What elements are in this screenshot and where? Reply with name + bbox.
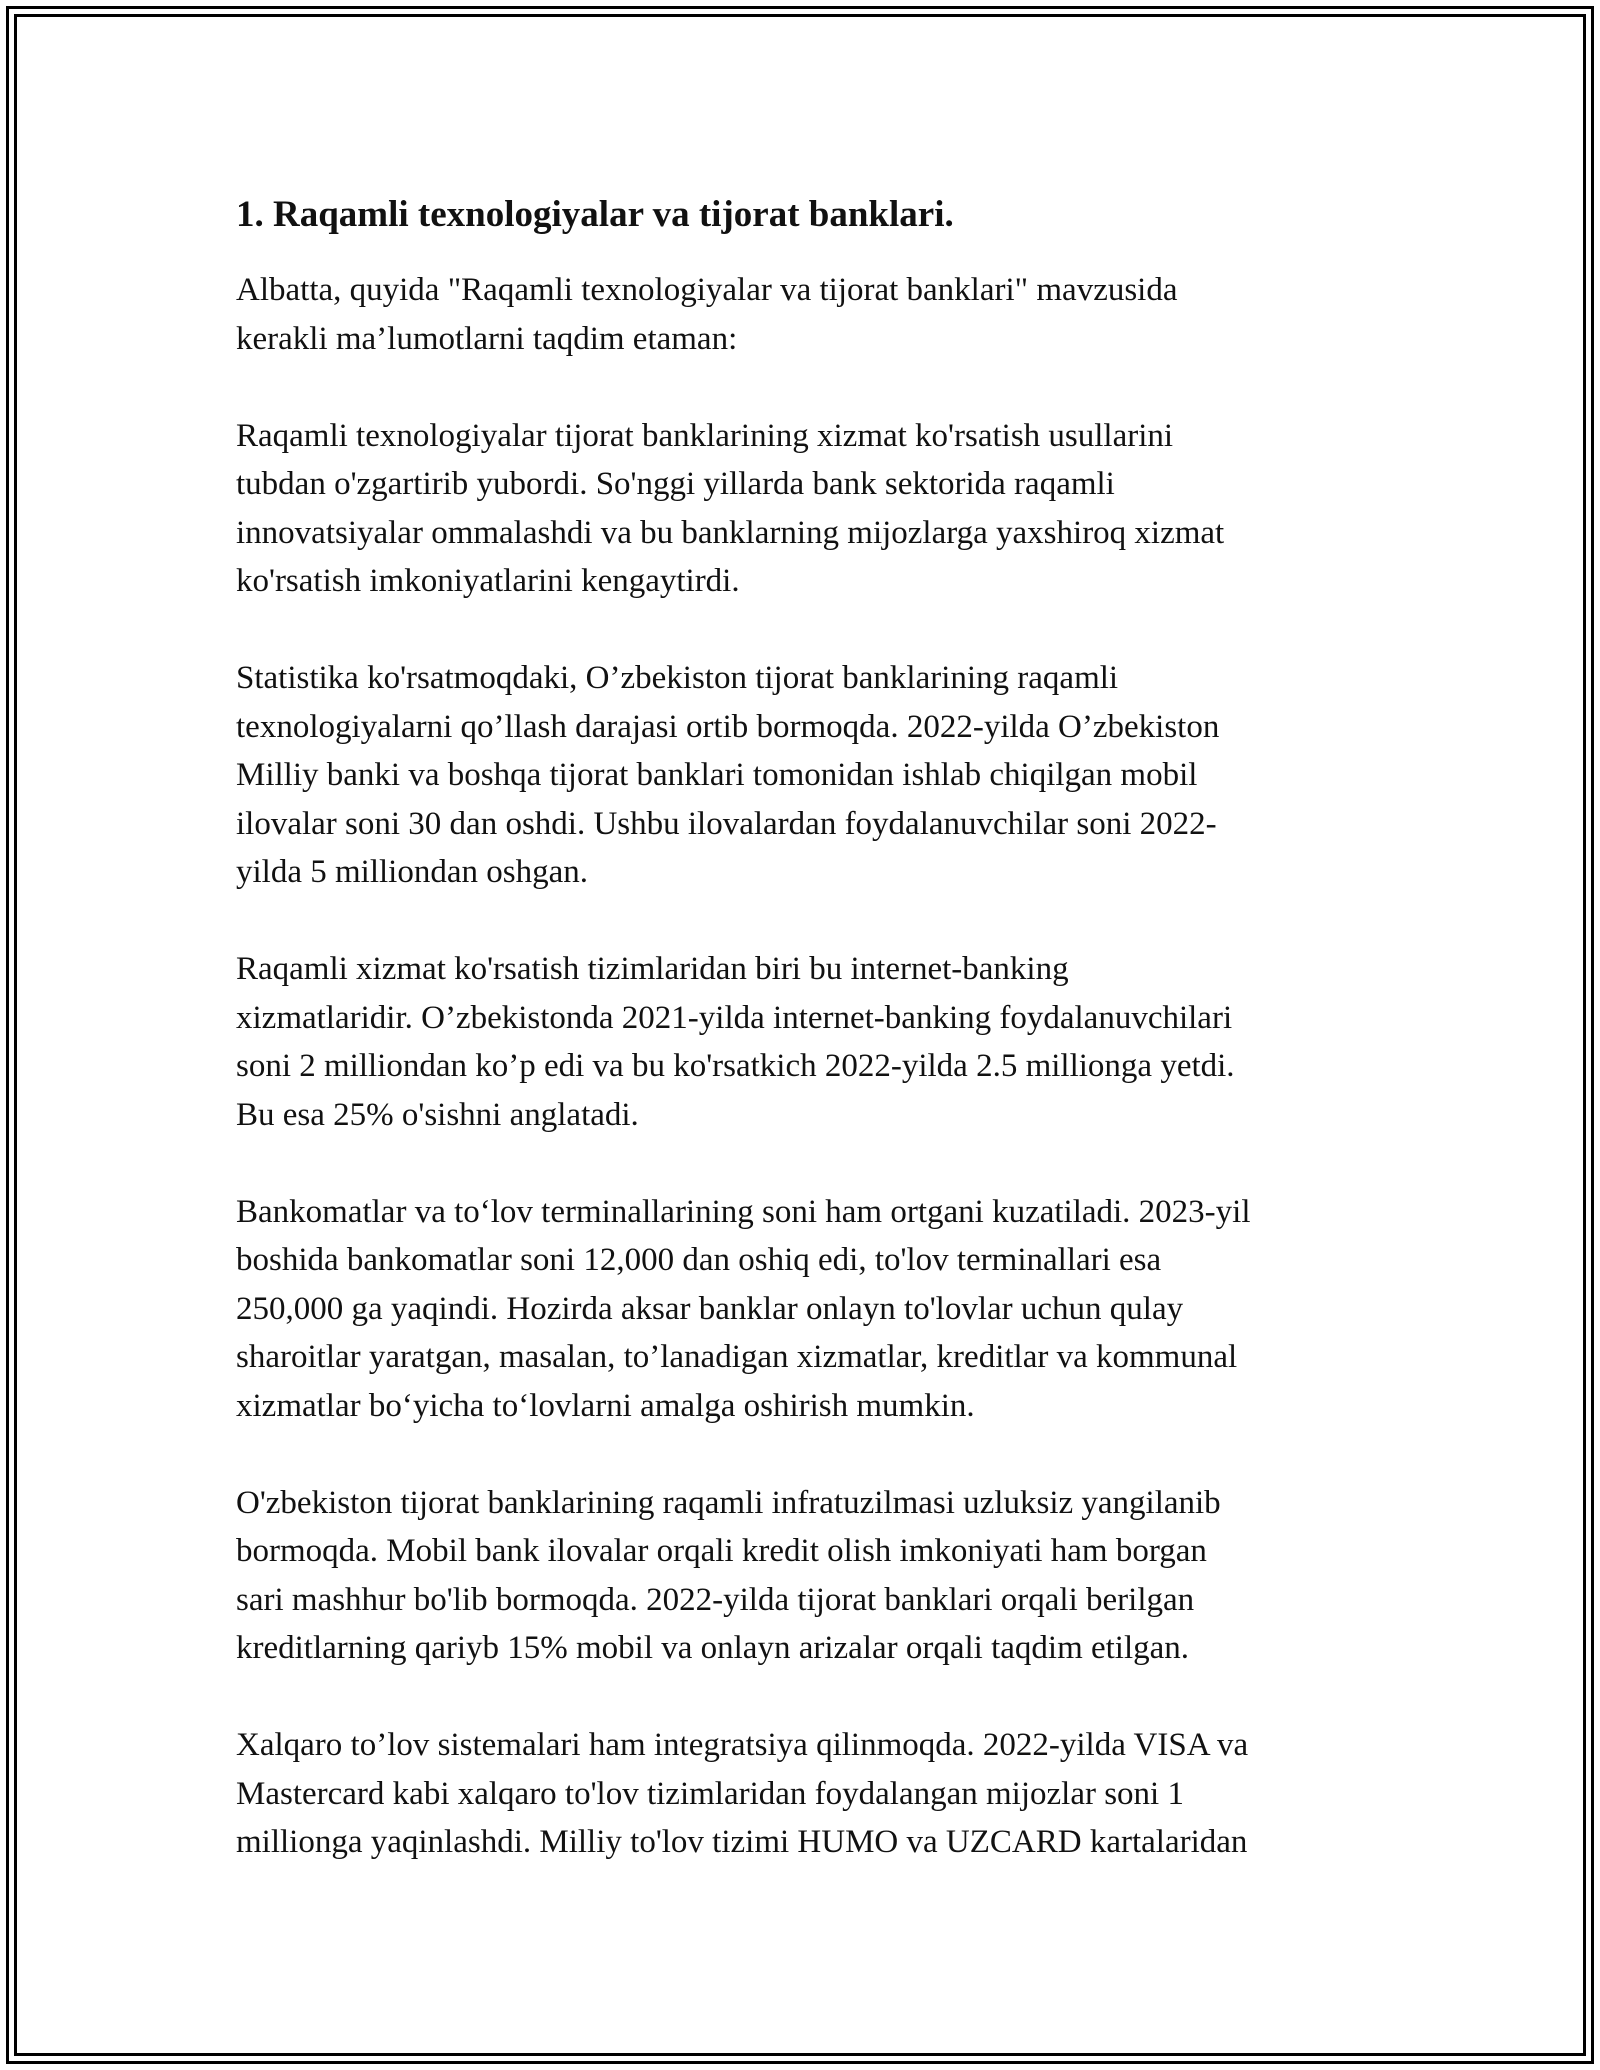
text-line: Mastercard kabi xalqaro to'lov tizimlaridan foydalangan mijozlar soni 1 xyxy=(236,1775,1184,1812)
text-line: yilda 5 milliondan oshgan. xyxy=(236,854,588,890)
text-line: Bu esa 25% o'sishni anglatadi. xyxy=(236,1096,639,1133)
paragraph-infrastructure xyxy=(236,1479,1376,1673)
text-line: soni 2 milliondan ko’p edi va bu ko'rsatkich 2022-yilda 2.5 millionga yetdi. xyxy=(236,1048,1235,1084)
text-line: bormoqda. Mobil bank ilovalar orqali kredit olish imkoniyati ham borgan xyxy=(236,1533,1207,1569)
paragraph-atms-terminals xyxy=(236,1188,1376,1431)
text-line: 250,000 ga yaqindi. Hozirda aksar banklar onlayn to'lovlar uchun qulay xyxy=(236,1290,1184,1327)
paragraph-international-payments xyxy=(236,1721,1376,1867)
paragraph-digital-transformation xyxy=(236,412,1376,606)
paragraph-statistics xyxy=(236,654,1376,897)
text-line: Raqamli texnologiyalar tijorat banklarining xizmat ko'rsatish usullarini xyxy=(236,417,1174,454)
text-line: texnologiyalarni qo’llash darajasi ortib bormoqda. 2022-yilda O’zbekiston xyxy=(236,708,1220,745)
text-line: boshida bankomatlar soni 12,000 dan oshiq edi, to'lov terminallari esa xyxy=(236,1242,1162,1278)
text-line: ko'rsatish imkoniyatlarini kengaytirdi. xyxy=(236,563,740,599)
document-body xyxy=(236,186,1376,1915)
text-line: ilovalar soni 30 dan oshdi. Ushbu ilovalardan foydalanuvchilar soni 2022- xyxy=(236,805,1217,842)
text-line: Albatta, quyida "Raqamli texnologiyalar va tijorat banklari" mavzusida xyxy=(236,272,1178,308)
text-line: Statistika ko'rsatmoqdaki, O’zbekiston tijorat banklarining raqamli xyxy=(236,660,1119,696)
text-line: sari mashhur bo'lib bormoqda. 2022-yilda tijorat banklari orqali berilgan xyxy=(236,1581,1195,1618)
paragraph-intro xyxy=(236,266,1376,363)
text-line: sharoitlar yaratgan, masalan, to’lanadigan xizmatlar, kreditlar va kommunal xyxy=(236,1339,1238,1375)
text-line: innovatsiyalar ommalashdi va bu banklarning mijozlarga yaxshiroq xizmat xyxy=(236,514,1225,551)
paragraph-internet-banking xyxy=(236,945,1376,1139)
text-line: O'zbekiston tijorat banklarining raqamli infratuzilmasi uzluksiz yangilanib xyxy=(236,1484,1221,1521)
text-line: kerakli ma’lumotlarni taqdim etaman: xyxy=(236,320,738,357)
text-line: kreditlarning qariyb 15% mobil va onlayn arizalar orqali taqdim etilgan. xyxy=(236,1630,1190,1666)
text-line: millionga yaqinlashdi. Milliy to'lov tizimi HUMO va UZCARD kartalaridan xyxy=(236,1824,1248,1860)
text-line: tubdan o'zgartirib yubordi. So'nggi yillarda bank sektorida raqamli xyxy=(236,466,1115,502)
document-title: 1. Raqamli texnologiyalar va tijorat banklari. xyxy=(236,194,954,235)
text-line: Xalqaro to’lov sistemalari ham integratsiya qilinmoqda. 2022-yilda VISA va xyxy=(236,1727,1249,1763)
text-line: xizmatlaridir. O’zbekistonda 2021-yilda internet-banking foydalanuvchilari xyxy=(236,999,1233,1036)
text-line: Raqamli xizmat ko'rsatish tizimlaridan biri bu internet-banking xyxy=(236,951,1069,987)
text-line: xizmatlar bo‘yicha to‘lovlarni amalga oshirish mumkin. xyxy=(236,1387,975,1424)
text-line: Milliy banki va boshqa tijorat banklari tomonidan ishlab chiqilgan mobil xyxy=(236,757,1198,793)
text-line: Bankomatlar va to‘lov terminallarining soni ham ortgani kuzatiladi. 2023-yil xyxy=(236,1193,1251,1230)
